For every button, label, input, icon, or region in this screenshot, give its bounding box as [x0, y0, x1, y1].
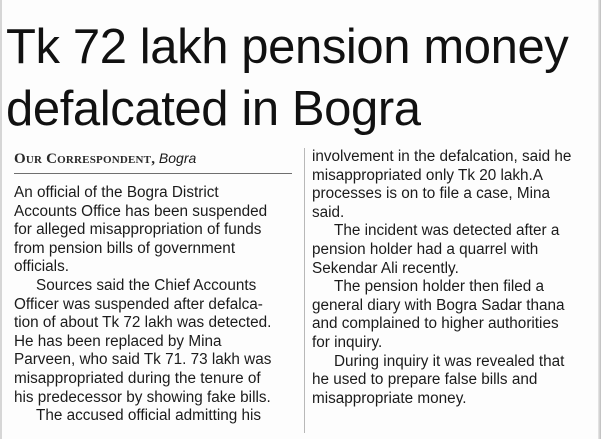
body-text-line: misappropriated during the tenure of — [14, 369, 261, 387]
body-text-line: Sekendar Ali recently. — [312, 259, 459, 277]
body-text-line: Sources said the Chief Accounts — [36, 276, 257, 294]
body-text-line: from pension bills of government — [14, 239, 236, 257]
body-text-line: said. — [312, 203, 345, 221]
article-body-left-column — [14, 184, 294, 426]
byline — [14, 148, 294, 169]
body-text-line: An official of the Bogra District — [14, 184, 219, 201]
body-text-line: The accused official admitting his — [36, 407, 262, 425]
body-text-line: Officer was suspended after defalca- — [14, 295, 263, 313]
body-text-line: tion of about Tk 72 lakh was detected. — [14, 314, 272, 332]
headline-line: Tk 72 lakh pension money — [6, 20, 569, 74]
body-text-line: his predecessor by showing fake bills. — [14, 388, 271, 406]
body-text-line: for inquiry. — [312, 333, 383, 351]
body-text-line: The incident was detected after a — [334, 222, 560, 240]
body-text-line: and complained to higher authorities — [312, 315, 559, 333]
body-text-line: processes is on to file a case, Mina — [312, 185, 551, 203]
article-body-right-column — [312, 148, 592, 408]
headline-line: defalcated in Bogra — [6, 82, 421, 136]
body-text-line: He has been replaced by Mina — [14, 332, 222, 350]
body-text-line: pension holder had a quarrel with — [312, 240, 539, 258]
body-text-line: misappropriate money. — [312, 389, 467, 407]
article-headline — [6, 16, 596, 140]
body-text-line: for alleged misappropriation of funds — [14, 221, 262, 239]
body-text-line: general diary with Bogra Sadar thana — [312, 296, 565, 314]
column-divider — [304, 148, 305, 433]
body-text-line: Parveen, who said Tk 71. 73 lakh was — [14, 351, 272, 369]
body-text-line: he used to prepare false bills and — [312, 371, 538, 389]
byline-author: Our Correspondent, — [14, 151, 156, 167]
body-text-line: misappropriated only Tk 20 lakh.A — [312, 166, 543, 184]
body-text-line: Accounts Office has been suspended — [14, 202, 268, 220]
byline-place: Bogra — [158, 150, 197, 166]
body-text-line: involvement in the defalcation, said he — [312, 148, 572, 165]
body-text-line: officials. — [14, 258, 69, 276]
byline-divider — [14, 173, 292, 174]
body-text-line: The pension holder then filed a — [334, 278, 545, 296]
body-text-line: During inquiry it was revealed that — [334, 352, 565, 370]
clipping-left-edge — [0, 0, 2, 439]
